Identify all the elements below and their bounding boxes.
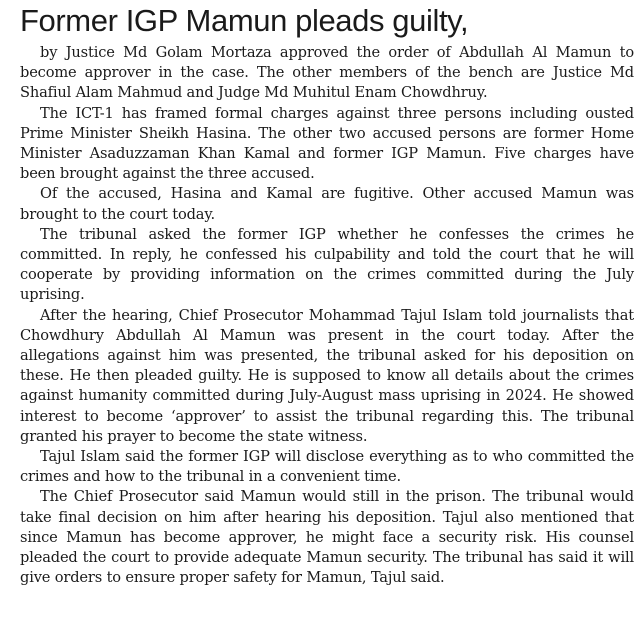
article-paragraph-3: Of the accused, Hasina and Kamal are fugitive. Other accused Mamun was brought to the court today. (20, 185, 634, 223)
article-paragraph-7: The Chief Prosecutor said Mamun would still in the prison. The tribunal would take final decision on him after hearing his deposition. Tajul also mentioned that since Mamun has become approver, he might face a security risk. His counsel pleaded the court to provide adequate Mamun security. The tribunal has said it will give orders to ensure proper safety for Mamun, Tajul said. (20, 488, 634, 587)
article-paragraph-4: The tribunal asked the former IGP whether he confesses the crimes he committed. In reply, he confessed his culpability and told the court that he will cooperate by providing information on the crimes committed during the July uprising. (20, 225, 634, 304)
article-body (20, 43, 634, 588)
article-paragraph-6: Tajul Islam said the former IGP will disclose everything as to who committed the crimes and how to the tribunal in a convenient time. (20, 448, 634, 486)
article-paragraph-5: After the hearing, Chief Prosecutor Mohammad Tajul Islam told journalists that Chowdhury Abdullah Al Mamun was present in the court today. After the allegations against him was presented, the tribunal asked for his deposition on these. He then pleaded guilty. He is supposed to know all details about the crimes against humanity committed during July-August mass uprising in 2024. He showed interest to become ‘approver’ to assist the tribunal regarding this. The tribunal granted his prayer to become the state witness. (20, 306, 634, 445)
article-paragraph-1: by Justice Md Golam Mortaza approved the order of Abdullah Al Mamun to become approver in the case. The other members of the bench are Justice Md Shafiul Alam Mahmud and Judge Md Muhitul Enam Chowdhruy. (20, 44, 634, 102)
article-headline: Former IGP Mamun pleads guilty, (20, 3, 469, 38)
article-paragraph-2: The ICT-1 has framed formal charges against three persons including ousted Prime Minister Sheikh Hasina. The other two accused persons are former Home Minister Asaduzzaman Khan Kamal and former IGP Mamun. Five charges have been brought against the three accused. (20, 104, 634, 183)
